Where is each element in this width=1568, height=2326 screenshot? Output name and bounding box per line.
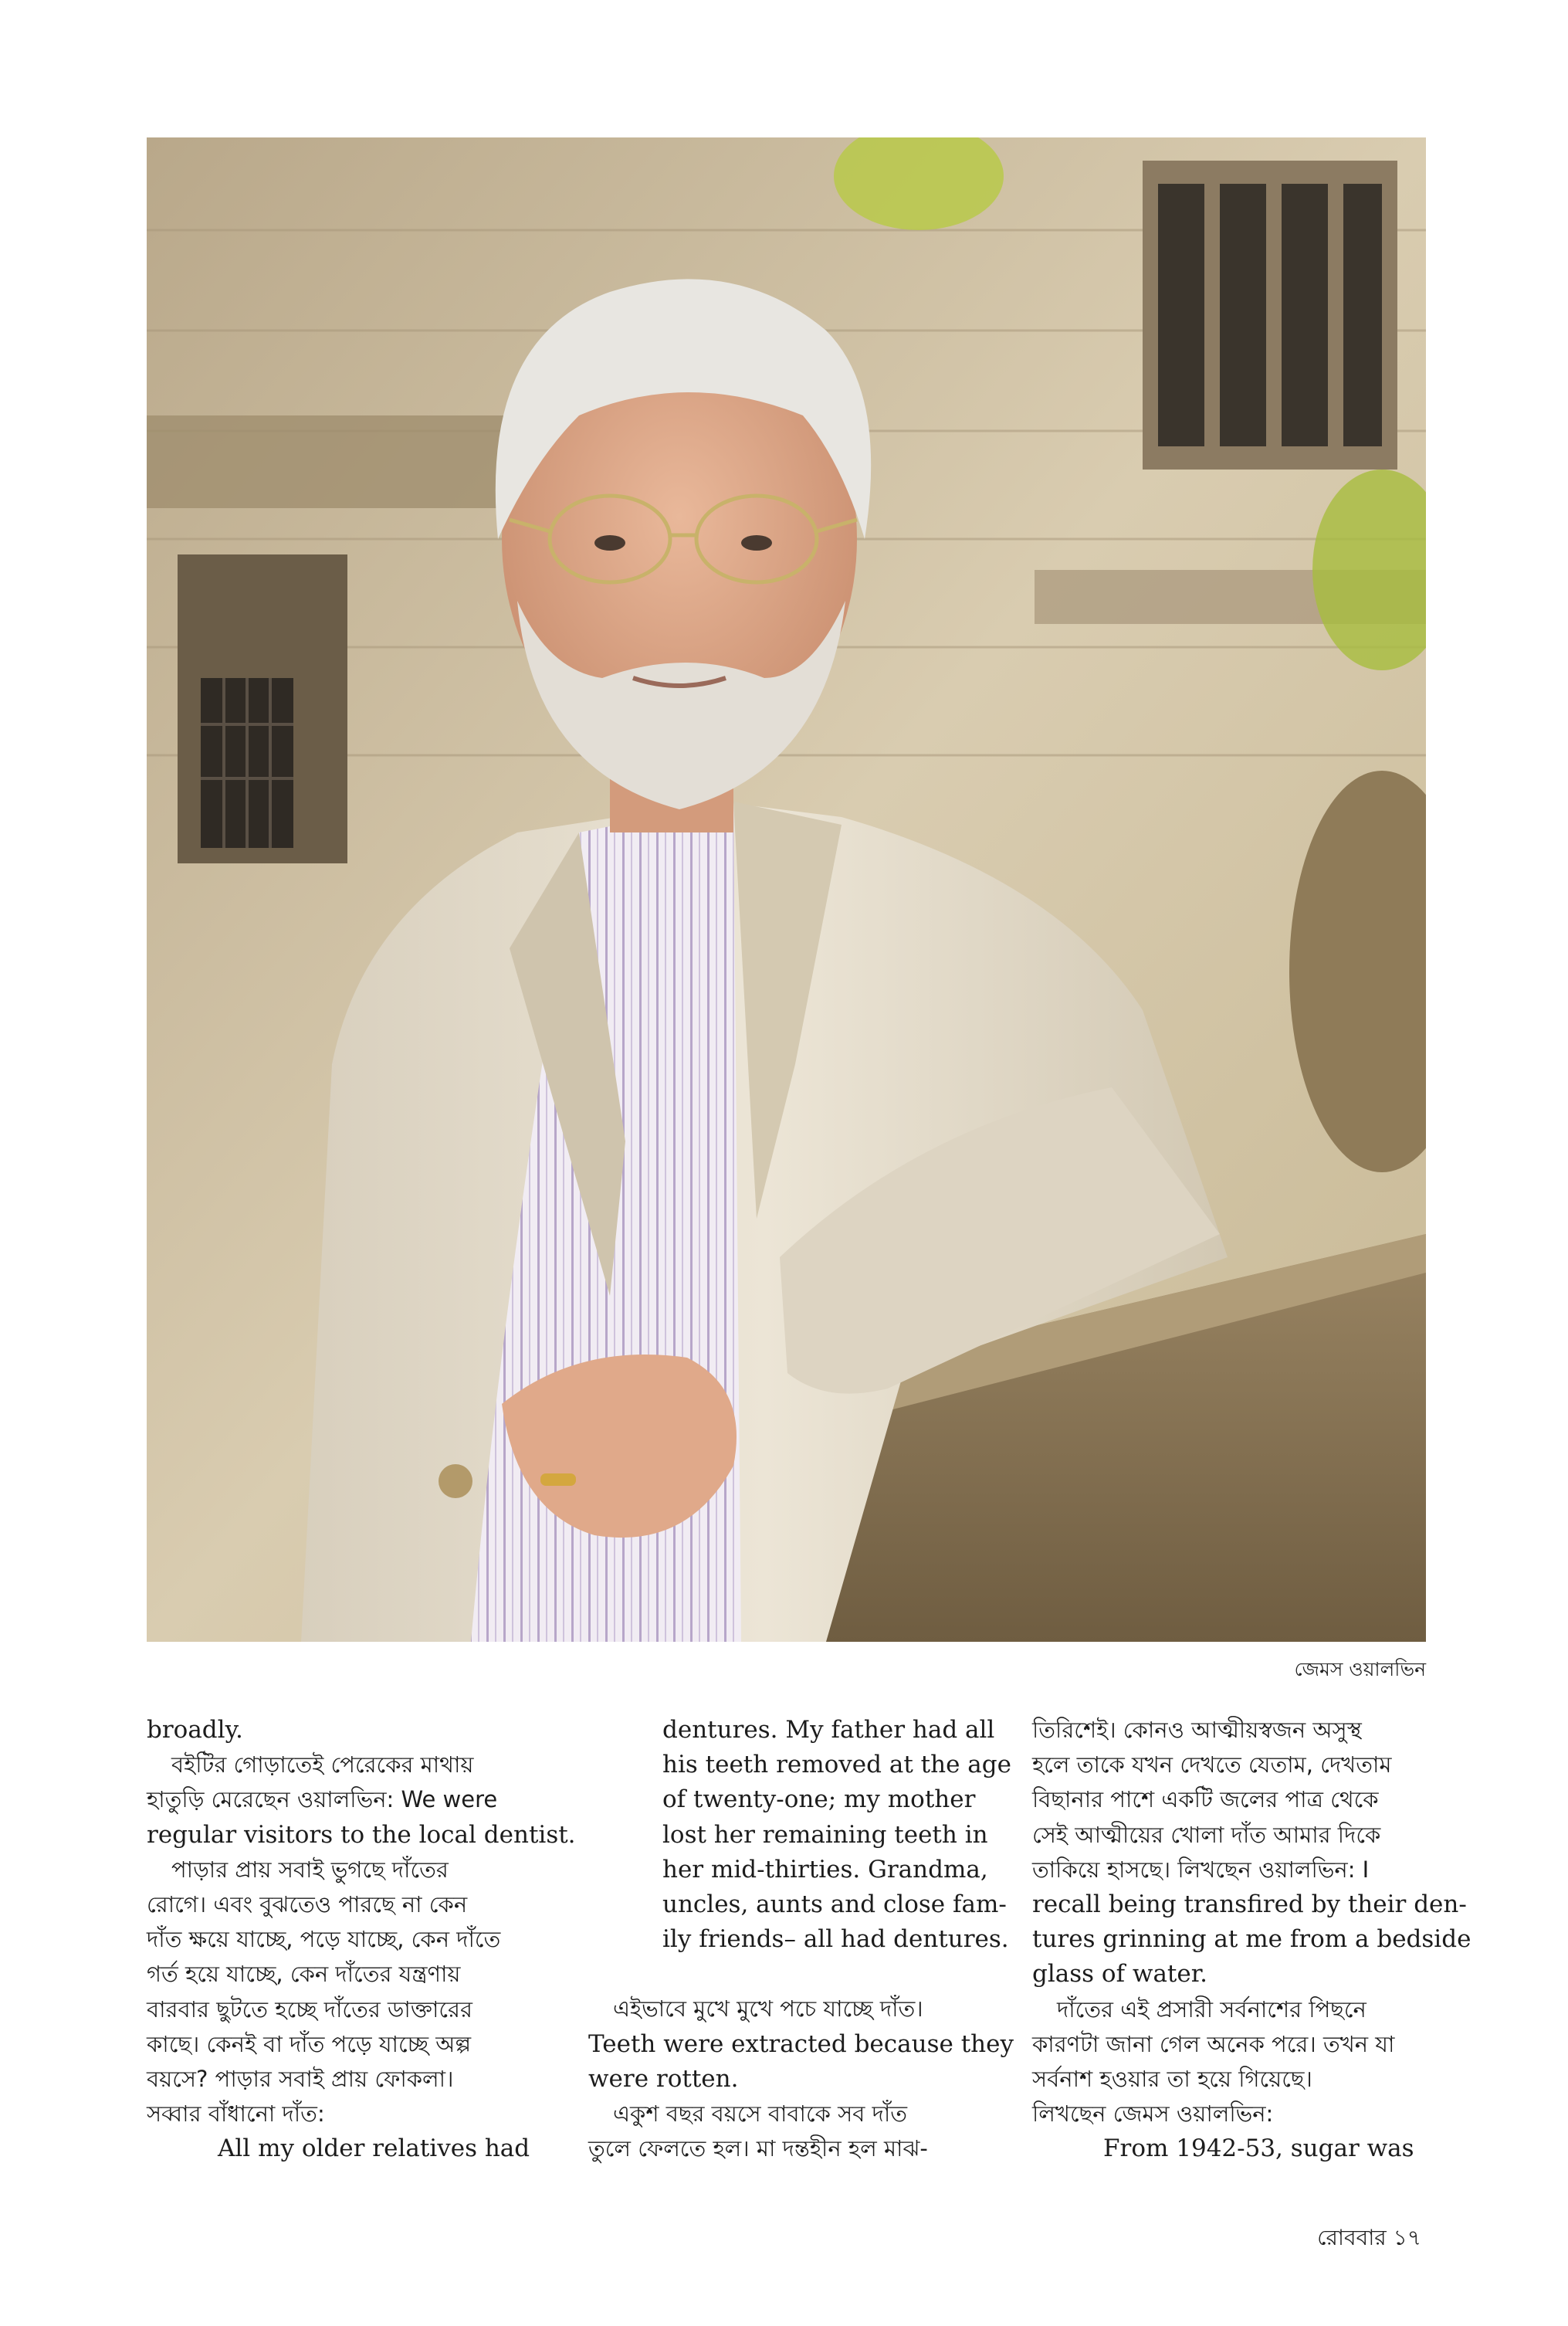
text-line: হলে তাকে যখন দেখতে যেতাম, দেখতাম [1032, 1751, 1392, 1778]
text-column-3 [1032, 1713, 1471, 2167]
text-line: recall being transfired by their den- [1032, 1890, 1467, 1919]
text-line: পাড়ার প্রায় সবাই ভুগছে দাঁতের [171, 1856, 449, 1883]
text-line: বয়সে? পাড়ার সবাই প্রায় ফোকলা। [147, 2066, 454, 2093]
text-line: his teeth removed at the age [662, 1751, 1011, 1779]
text-line: of twenty-one; my mother [662, 1785, 976, 1814]
text-column-1 [147, 1713, 576, 2167]
text-line: তুলে ফেলতে হল। মা দন্তহীন হল মাঝ- [588, 2135, 928, 2162]
text-line: তাকিয়ে হাসছে। লিখছেন ওয়ালভিন: I [1032, 1856, 1370, 1883]
text-line: কাছে। কেনই বা দাঁত পড়ে যাচ্ছে অল্প [147, 2030, 472, 2057]
text-line: lost her remaining teeth in [662, 1820, 988, 1849]
text-line: glass of water. [1032, 1960, 1207, 1989]
text-line: tures grinning at me from a bedside [1032, 1925, 1471, 1954]
text-line: regular visitors to the local dentist. [147, 1820, 576, 1849]
text-line: From 1942-53, sugar was [1103, 2134, 1414, 2163]
text-line: were rotten. [588, 2064, 739, 2093]
text-line: dentures. My father had all [662, 1716, 995, 1744]
text-line: সর্বনাশ হওয়ার তা হয়ে গিয়েছে। [1032, 2066, 1312, 2093]
text-line: broadly. [147, 1716, 243, 1744]
text-line: বিছানার পাশে একটি জলের পাত্র থেকে [1032, 1786, 1379, 1813]
text-line: বইটির গোড়াতেই পেরেকের মাথায় [171, 1751, 474, 1778]
text-line: uncles, aunts and close fam- [662, 1890, 1007, 1919]
text-line: একুশ বছর বয়সে বাবাকে সব দাঁত [613, 2101, 908, 2128]
photo-caption: জেমস ওয়ালভিন [1294, 1658, 1426, 1680]
text-line: বারবার ছুটতে হচ্ছে দাঁতের ডাক্তারের [147, 1995, 472, 2023]
text-line: তিরিশেই। কোনও আত্মীয়স্বজন অসুস্থ [1032, 1717, 1362, 1743]
text-line: সব্বার বাঁধানো দাঁত: [147, 2101, 325, 2128]
text-line: সেই আত্মীয়ের খোলা দাঁত আমার দিকে [1032, 1821, 1381, 1848]
text-line: রোগে। এবং বুঝতেও পারছে না কেন [147, 1891, 468, 1918]
text-line [588, 1957, 990, 1992]
text-line: কারণটা জানা গেল অনেক পরে। তখন যা [1032, 2030, 1395, 2057]
text-column-2 [588, 1713, 1014, 2166]
portrait-photo-illustration [147, 137, 1426, 1642]
text-line: হাতুড়ি মেরেছেন ওয়ালভিন: We were [147, 1786, 498, 1813]
page-number: রোববার ১৭ [1317, 2225, 1421, 2250]
text-line: All my older relatives had [218, 2134, 530, 2163]
text-line: ily friends– all had dentures. [662, 1925, 1009, 1954]
text-line: এইভাবে মুখে মুখে পচে যাচ্ছে দাঁত। [613, 1995, 923, 2023]
text-line: দাঁত ক্ষয়ে যাচ্ছে, পড়ে যাচ্ছে, কেন দাঁতে [147, 1926, 501, 1953]
text-line: her mid-thirties. Grandma, [662, 1855, 988, 1884]
text-line: লিখছেন জেমস ওয়ালভিন: [1032, 2101, 1274, 2128]
text-line: গর্ত হয়ে যাচ্ছে, কেন দাঁতের যন্ত্রণায় [147, 1961, 461, 1988]
text-line: দাঁতের এই প্রসারী সর্বনাশের পিছনে [1057, 1995, 1366, 2023]
portrait-photo [147, 137, 1426, 1642]
text-line: Teeth were extracted because they [588, 2029, 1014, 2058]
